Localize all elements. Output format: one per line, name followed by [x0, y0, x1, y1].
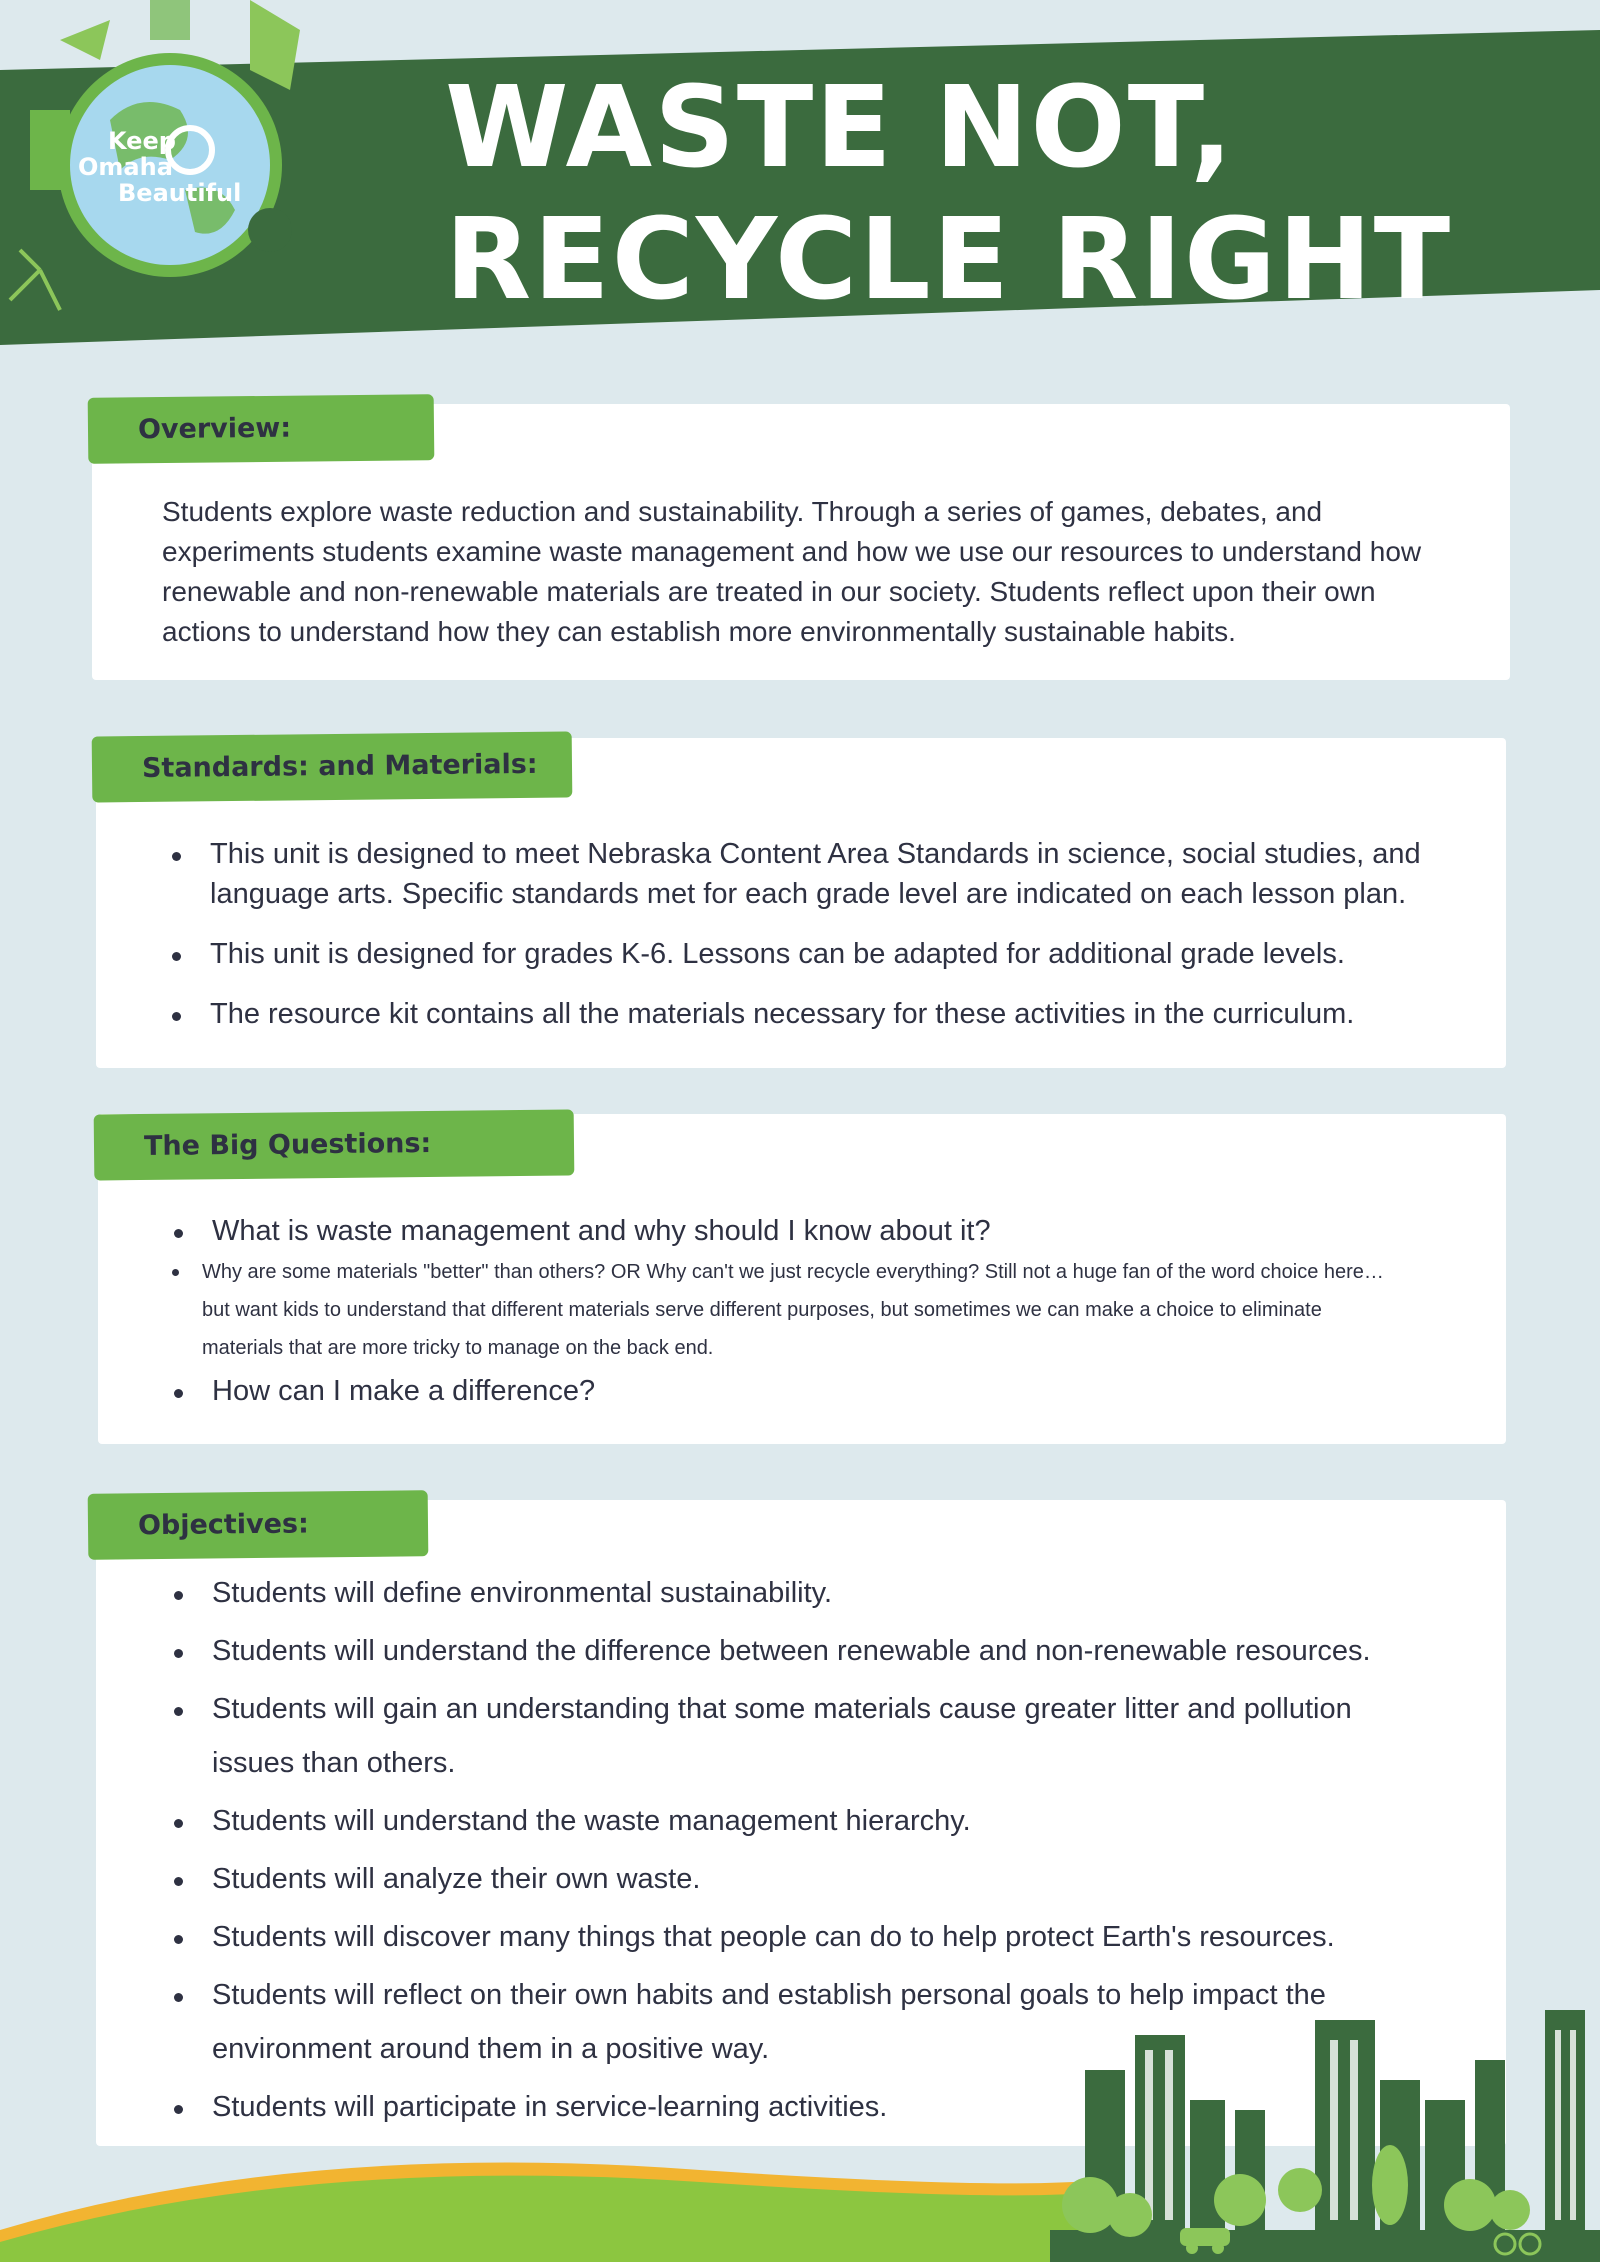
list-item: What is waste management and why should I know about it? [164, 1211, 1404, 1251]
list-item: This unit is designed for grades K-6. Lessons can be adapted for additional grade levels. [162, 934, 1482, 974]
overview-heading: Overview: [88, 394, 435, 464]
list-item: Students will gain an understanding that some materials cause greater litter and pollution issues than others. [164, 1682, 1412, 1790]
logo-line-keep: Keep [108, 127, 176, 155]
keep-omaha-beautiful-logo [0, 0, 330, 330]
title-line-2: RECYCLE RIGHT [445, 195, 1453, 325]
questions-list [164, 1211, 1404, 1411]
list-item: Students will understand the waste management hierarchy. [164, 1794, 1414, 1848]
list-item: The resource kit contains all the materials necessary for these activities in the curriculum. [162, 994, 1482, 1034]
list-item: Students will discover many things that people can do to help protect Earth's resources. [164, 1910, 1414, 1964]
questions-heading: The Big Questions: [94, 1109, 575, 1180]
list-item: Students will reflect on their own habits and establish personal goals to help impact the environment around them in a positive way. [164, 1968, 1412, 2076]
objectives-heading: Objectives: [88, 1490, 429, 1560]
list-item: Why are some materials "better" than others? OR Why can't we just recycle everything? Still not a huge fan of the word choice here… but want kids to understand that different materials serve different purposes, but sometimes we can make a choice to eliminate materials that are more tricky to manage on the back end. [168, 1253, 1404, 1367]
standards-heading: Standards: and Materials: [92, 731, 573, 802]
page-title [445, 62, 1452, 326]
list-item: Students will define environmental sustainability. [164, 1566, 1414, 1620]
title-line-1: WASTE NOT, [445, 63, 1235, 193]
list-item: Students will participate in service-learning activities. [164, 2080, 1414, 2134]
list-item: This unit is designed to meet Nebraska Content Area Standards in science, social studies, and language arts. Specific standards met for each grade level are indicated on each lesson plan. [162, 834, 1482, 914]
standards-list [162, 834, 1482, 1054]
logo-line-beautiful: Beautiful [118, 179, 242, 207]
logo-line-omaha: Omaha [78, 153, 173, 181]
logo-text [78, 128, 258, 206]
list-item: How can I make a difference? [164, 1371, 1404, 1411]
list-item: Students will analyze their own waste. [164, 1852, 1414, 1906]
city-skyline-illustration [0, 1990, 1600, 2262]
overview-text: Students explore waste reduction and sustainability. Through a series of games, debates, and experiments students examine waste management and how we use our resources to understand how renewable and non-renewable materials are treated in our society. Students reflect upon their own actions to understand how they can establish more environmentally sustainable habits. [162, 496, 1422, 647]
list-item: Students will understand the difference between renewable and non-renewable resources. [164, 1624, 1414, 1678]
